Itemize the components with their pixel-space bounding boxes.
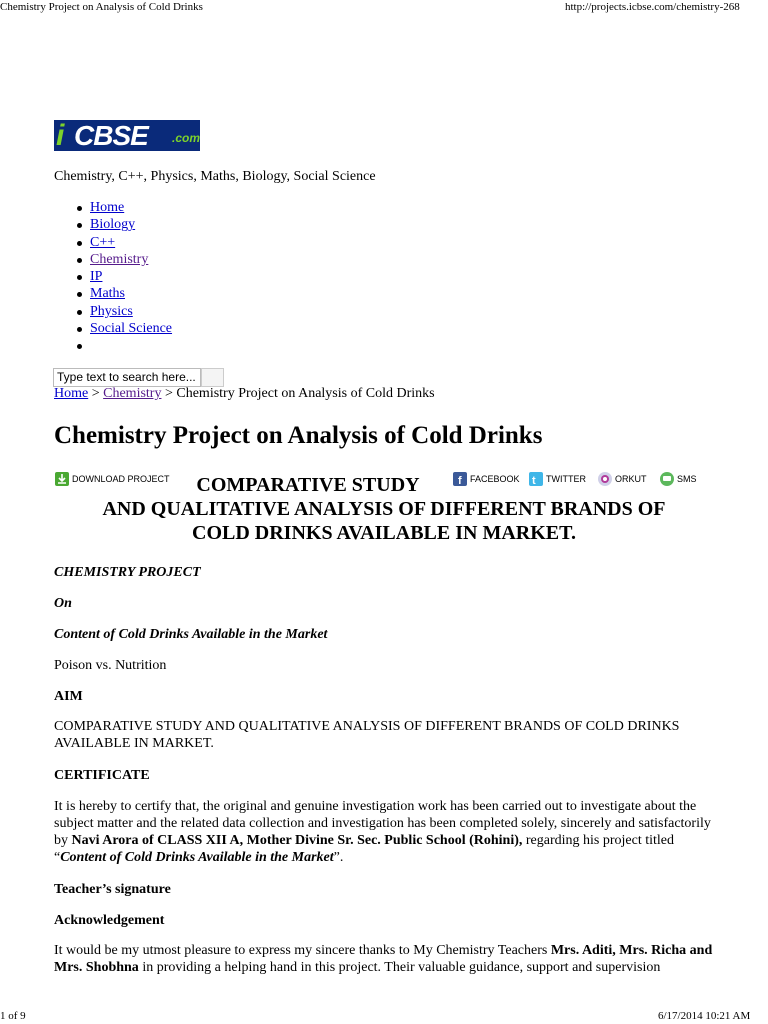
logo-com: .com: [172, 131, 200, 145]
ack-text-1: It would be my utmost pleasure to express my sincere thanks to My Chemistry Teachers: [54, 943, 551, 958]
project-label: CHEMISTRY PROJECT: [54, 565, 201, 580]
nav-link-social-science[interactable]: Social Science: [90, 321, 173, 337]
search-input[interactable]: Type text to search here...: [53, 368, 201, 387]
nav-item-ip[interactable]: [74, 268, 172, 285]
heading-line-3: COLD DRINKS AVAILABLE IN MARKET.: [192, 522, 576, 544]
cert-text-2: regarding his project titled “: [54, 833, 675, 865]
poison-line: Poison vs. Nutrition: [54, 658, 167, 673]
cert-text-1: It is hereby to certify that, the original and genuine investigation work has been carried out to investigate about the subject matter and the related data collection and investigation has been completed solely, sincerely and satisfactorily by: [54, 799, 711, 848]
nav-link-maths[interactable]: Maths: [90, 286, 125, 302]
acknowledgement-heading: Acknowledgement: [54, 913, 165, 928]
logo-text: CBSE: [74, 120, 148, 151]
nav-item-maths[interactable]: [74, 285, 172, 302]
sms-label: SMS: [677, 474, 697, 484]
sms-share-button[interactable]: [660, 472, 697, 486]
ack-text-2: in providing a helping hand in this project. Their valuable guidance, support and supervision: [138, 960, 661, 975]
nav-link-biology[interactable]: Biology: [90, 217, 136, 233]
nav-link-home[interactable]: Home: [90, 200, 125, 215]
breadcrumb-sep: >: [161, 386, 177, 401]
svg-text:t: t: [532, 475, 536, 486]
nav-item-social-science[interactable]: [74, 320, 172, 337]
breadcrumb-current: Chemistry Project on Analysis of Cold Drinks: [176, 386, 435, 401]
sms-icon: [660, 472, 674, 486]
nav-link-chemistry[interactable]: Chemistry: [90, 251, 149, 267]
nav-item-biology[interactable]: [74, 216, 172, 233]
nav-item-physics[interactable]: [74, 303, 172, 320]
page-title: Chemistry Project on Analysis of Cold Drinks: [54, 422, 543, 449]
acknowledgement-paragraph: [54, 942, 724, 976]
nav-item-home[interactable]: [74, 199, 172, 216]
certificate-paragraph: [54, 798, 724, 866]
certificate-heading: CERTIFICATE: [54, 768, 150, 783]
nav-link-cpp[interactable]: C++: [90, 234, 116, 250]
content-title: Content of Cold Drinks Available in the Market: [54, 627, 328, 642]
nav-item-empty: [74, 337, 172, 354]
ack-names: Mrs. Aditi, Mrs. Richa and Mrs. Shobhna: [54, 943, 713, 975]
nav-link-ip[interactable]: IP: [90, 269, 103, 285]
page-number: 1 of 9: [0, 1010, 26, 1022]
nav-item-chemistry[interactable]: [74, 251, 172, 268]
teacher-signature: Teacher’s signature: [54, 882, 171, 897]
site-logo[interactable]: [54, 120, 200, 151]
print-datetime: 6/17/2014 10:21 AM: [658, 1010, 751, 1022]
facebook-label: FACEBOOK: [470, 474, 520, 484]
aim-text: COMPARATIVE STUDY AND QUALITATIVE ANALYSIS OF DIFFERENT BRANDS OF COLD DRINKS AVAILABLE IN MARKET.: [54, 719, 680, 751]
aim-heading: AIM: [54, 689, 83, 704]
heading-line-2: AND QUALITATIVE ANALYSIS OF DIFFERENT BRANDS OF: [102, 498, 666, 520]
svg-text:f: f: [458, 475, 462, 486]
cert-student: Navi Arora of CLASS XII A, Mother Divine Sr. Sec. Public School (Rohini),: [71, 833, 523, 848]
cert-project-title: Content of Cold Drinks Available in the Market: [60, 850, 334, 865]
twitter-label: TWITTER: [546, 474, 586, 484]
heading-line-1: COMPARATIVE STUDY: [196, 474, 420, 496]
breadcrumb-section[interactable]: Chemistry: [103, 386, 162, 401]
nav-item-cpp[interactable]: [74, 234, 172, 251]
print-header-url: http://projects.icbse.com/chemistry-268: [565, 1, 740, 13]
cert-text-3: ”.: [333, 850, 344, 865]
on-label: On: [54, 596, 72, 611]
print-header-title: Chemistry Project on Analysis of Cold Drinks: [0, 1, 203, 13]
site-tagline: Chemistry, C++, Physics, Maths, Biology, Social Science: [54, 169, 376, 184]
orkut-label: ORKUT: [615, 474, 647, 484]
breadcrumb-home[interactable]: Home: [54, 386, 89, 401]
search-button[interactable]: [201, 368, 224, 387]
breadcrumb: [54, 386, 435, 402]
breadcrumb-sep: >: [88, 386, 104, 401]
download-project-label: DOWNLOAD PROJECT: [72, 474, 170, 484]
main-nav: [74, 199, 172, 355]
logo-i: i: [56, 120, 64, 151]
nav-link-physics[interactable]: Physics: [90, 303, 133, 319]
